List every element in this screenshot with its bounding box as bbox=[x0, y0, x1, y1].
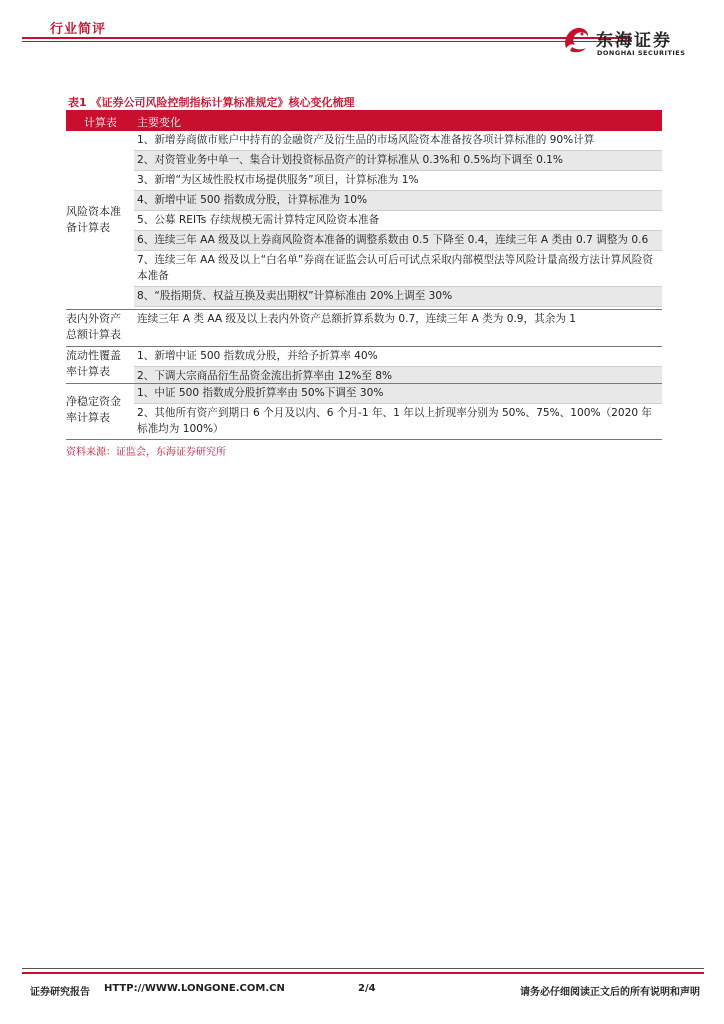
report-category: 行业简评 bbox=[50, 22, 107, 37]
section-rows bbox=[134, 347, 662, 386]
header-rule bbox=[22, 37, 632, 39]
table-caption: 表1 《证券公司风险控制指标计算标准规定》核心变化梳理 bbox=[68, 96, 355, 109]
footer-disclaimer: 请务必仔细阅读正文后的所有说明和声明 bbox=[520, 987, 700, 998]
section-label: 风险资本准备计算表 bbox=[66, 205, 121, 234]
table-section-total-assets bbox=[66, 310, 662, 346]
table-row: 7、连续三年 AA 级及以上“白名单”券商在证监会认可后可试点采取内部模型法等风险计量高级方法计算风险资本准备 bbox=[134, 251, 662, 287]
logo-chinese-name: 东海证券 bbox=[596, 31, 672, 51]
table-bottom-rule bbox=[66, 439, 662, 440]
table-header bbox=[66, 110, 662, 131]
table-row: 1、中证 500 指数成分股折算率由 50%下调至 30% bbox=[134, 384, 662, 404]
table-row: 1、新增券商做市账户中持有的金融资产及衍生品的市场风险资本准备按各项计算标准的 90%计算 bbox=[134, 131, 662, 151]
header-rule-thin bbox=[22, 41, 632, 42]
table-row: 3、新增“为区域性股权市场提供服务”项目，计算标准为 1% bbox=[134, 171, 662, 191]
table-row: 连续三年 A 类 AA 级及以上表内外资产总额折算系数为 0.7，连续三年 A 类为 0.9，其余为 1 bbox=[137, 313, 577, 325]
section-label: 净稳定资金率计算表 bbox=[66, 395, 121, 424]
section-rows bbox=[134, 131, 662, 307]
table-row: 5、公募 REITs 存续规模无需计算特定风险资本准备 bbox=[134, 211, 662, 231]
footer-url[interactable]: HTTP://WWW.LONGONE.COM.CN bbox=[104, 983, 285, 994]
table-row: 1、新增中证 500 指数成分股，并给予折算率 40% bbox=[134, 347, 662, 367]
col-header-changes: 主要变化 bbox=[137, 116, 181, 129]
table-section-liquidity bbox=[66, 347, 662, 383]
table-row: 2、下调大宗商品衍生品资金流出折算率由 12%至 8% bbox=[134, 367, 662, 386]
footer-page-number: 2/4 bbox=[358, 983, 376, 994]
table-row: 8、“股指期货、权益互换及卖出期权”计算标准由 20%上调至 30% bbox=[134, 287, 662, 307]
table-row: 6、连续三年 AA 级及以上券商风险资本准备的调整系数由 0.5 下降至 0.4，连续三年 A 类由 0.7 调整为 0.6 bbox=[134, 231, 662, 251]
section-label: 流动性覆盖率计算表 bbox=[66, 349, 121, 378]
table-source: 资料来源：证监会，东海证券研究所 bbox=[66, 447, 226, 458]
company-logo bbox=[560, 22, 710, 62]
section-rows bbox=[134, 310, 662, 329]
footer-rule-red bbox=[22, 972, 704, 974]
footer-rule bbox=[22, 968, 704, 969]
logo-english-name: DONGHAI SECURITIES bbox=[597, 49, 686, 57]
section-label: 表内外资产总额计算表 bbox=[66, 312, 121, 341]
col-header-table: 计算表 bbox=[84, 116, 117, 129]
table-section-net-stable-funding bbox=[66, 384, 662, 439]
table-row: 2、对资管业务中单一、集合计划投资标品资产的计算标准从 0.3%和 0.5%均下调至 0.1% bbox=[134, 151, 662, 171]
table-row: 4、新增中证 500 指数成分股，计算标准为 10% bbox=[134, 191, 662, 211]
table-row: 2、其他所有资产到期日 6 个月及以内、6 个月-1 年、1 年以上折现率分别为 50%、75%、100%（2020 年标准均为 100%） bbox=[137, 407, 653, 435]
section-rows bbox=[134, 384, 662, 439]
footer-report-type: 证券研究报告 bbox=[30, 987, 90, 998]
dragon-logo-icon bbox=[560, 22, 594, 56]
table-section-risk-capital bbox=[66, 131, 662, 309]
